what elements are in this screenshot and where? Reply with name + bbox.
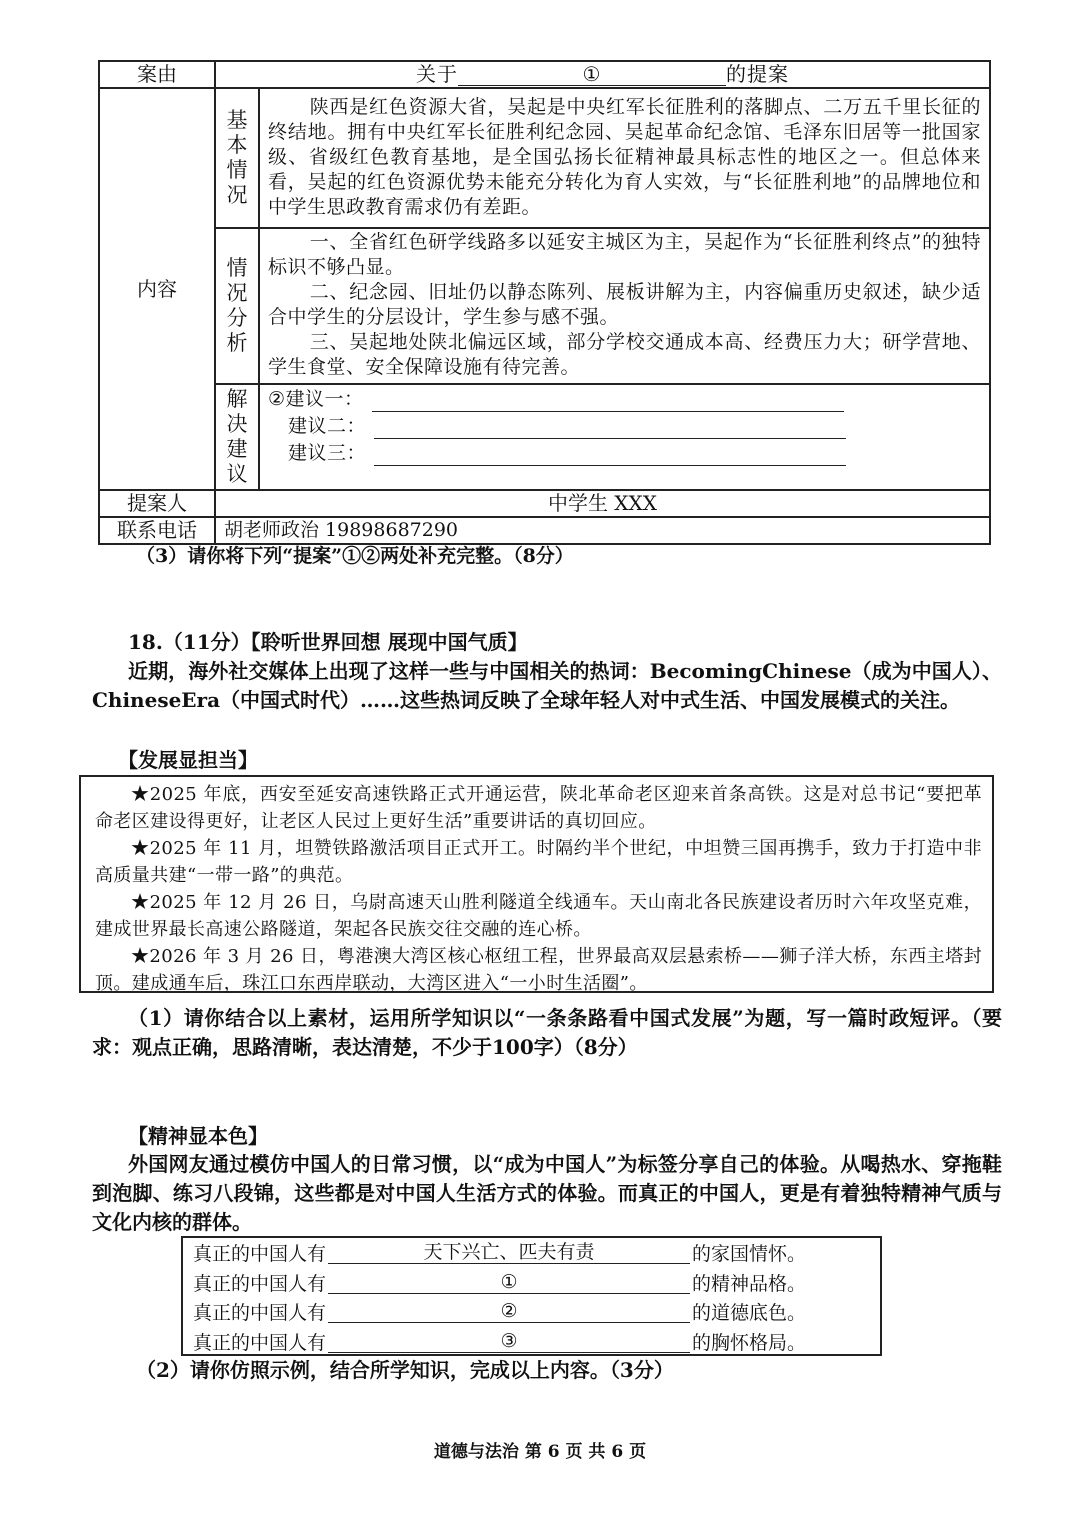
case-cell — [215, 61, 990, 88]
analysis-text — [259, 228, 990, 384]
suggestion-input-3[interactable] — [374, 447, 846, 466]
section-development-title: 【发展显担当】 — [118, 748, 258, 772]
fill-prefix: 真正的中国人有 — [193, 1331, 327, 1354]
suggestion-input-2[interactable] — [374, 420, 846, 439]
fill-blank-2[interactable]: ② — [328, 1300, 690, 1323]
page-footer: 道德与法治 第 6 页 共 6 页 — [433, 1442, 647, 1462]
suggestion-row-2 — [268, 412, 981, 439]
section-spirit-title: 【精神显本色】 — [128, 1124, 268, 1148]
analysis-item-2: 二、纪念园、旧址仍以静态陈列、展板讲解为主，内容偏重历史叙述，缺少适合中学生的分层设计，学生参与感不强。 — [268, 281, 981, 328]
analysis-item-3: 三、吴起地处陕北偏远区域，部分学校交通成本高、经费压力大；研学营地、学生食堂、安全保障设施有待完善。 — [268, 331, 981, 378]
fill-suffix: 的精神品格。 — [692, 1272, 807, 1295]
solution-mark: ② — [268, 388, 286, 410]
question-18-1: （1）请你结合以上素材，运用所学知识以“一条条路看中国式发展”为题，写一篇时政短评。（要求：观点正确，思路清晰，表达清楚，不少于100字）（8分） — [92, 1006, 1002, 1059]
fill-prefix: 真正的中国人有 — [193, 1302, 327, 1325]
case-suffix: 的提案 — [726, 62, 789, 86]
materials-box — [79, 775, 994, 993]
material-item: ★2025 年 12 月 26 日，乌尉高速天山胜利隧道全线通车。天山南北各民族建设者历时六年攻坚克难，建成世界最长高速公路隧道，架起各民族交往交融的连心桥。 — [95, 892, 982, 940]
phone-value: 胡老师政治 19898687290 — [215, 517, 990, 544]
question-18-intro: 近期，海外社交媒体上出现了这样一些与中国相关的热词：BecomingChinese（成为中国人）、ChineseEra（中国式时代）……这些热词反映了全球年轻人对中式生活、中国发展模式的关注。 — [92, 659, 1002, 712]
fill-suffix: 的胸怀格局。 — [692, 1331, 807, 1354]
question-18-heading: 18.（11分）【聆听世界回想 展现中国气质】 — [128, 630, 528, 654]
question-18-2: （2）请你仿照示例，结合所学知识，完成以上内容。（3分） — [136, 1358, 674, 1382]
suggestion-label-2: 建议二： — [288, 415, 367, 437]
suggestion-input-1[interactable] — [372, 393, 844, 412]
proposer-label: 提案人 — [99, 490, 215, 517]
fill-in-box — [181, 1236, 882, 1356]
fill-blank-3[interactable]: ③ — [328, 1330, 690, 1353]
suggestion-row-3 — [268, 439, 981, 466]
basic-situation-paragraph: 陕西是红色资源大省，吴起是中央红军长征胜利的落脚点、二万五千里长征的终结地。拥有中央红军长征胜利纪念园、吴起革命纪念馆、毛泽东旧居等一批国家级、省级红色教育基地，是全国弘扬长征精神最具标志性的地区之一。但总体来看，吴起的红色资源优势未能充分转化为育人实效，与“长征胜利地”的品牌地位和中学生思政教育需求仍有差距。 — [268, 95, 981, 218]
fill-suffix: 的道德底色。 — [692, 1302, 807, 1325]
fill-prefix: 真正的中国人有 — [193, 1272, 327, 1295]
question-18-intro-2: 外国网友通过模仿中国人的日常习惯，以“成为中国人”为标签分享自己的体验。从喝热水、穿拖鞋到泡脚、练习八段锦，这些都是对中国人生活方式的体验。而真正的中国人，更是有着独特精神气质与文化内核的群体。 — [92, 1152, 1002, 1234]
fill-row — [193, 1238, 880, 1268]
material-item: ★2025 年 11 月，坦赞铁路激活项目正式开工。时隔约半个世纪，中坦赞三国再携手，致力于打造中非高质量共建“一带一路”的典范。 — [95, 838, 982, 886]
solution-label: 解 决 建 议 — [215, 384, 259, 490]
case-label: 案由 — [99, 61, 215, 88]
analysis-item-1: 一、全省红色研学线路多以延安主城区为主，吴起作为“长征胜利终点”的独特标识不够凸显。 — [268, 231, 981, 278]
fill-row — [193, 1327, 880, 1357]
suggestion-row-1 — [268, 385, 981, 412]
fill-prefix: 真正的中国人有 — [193, 1243, 327, 1266]
fill-row — [193, 1268, 880, 1298]
basic-situation-text — [259, 88, 990, 228]
analysis-label: 情 况 分 析 — [215, 228, 259, 384]
material-item: ★2025 年底，西安至延安高速铁路正式开通运营，陕北革命老区迎来首条高铁。这是对总书记“要把革命老区建设得更好，让老区人民过上更好生活”重要讲话的真切回应。 — [95, 784, 982, 832]
suggestion-label-1: 建议一： — [285, 388, 364, 410]
case-blank[interactable]: ① — [458, 63, 726, 86]
solution-cell — [259, 384, 990, 490]
question-17-3: （3）请你将下列“提案”①②两处补充完整。（8分） — [136, 545, 574, 567]
basic-situation-label: 基 本 情 况 — [215, 88, 259, 228]
fill-blank-1[interactable]: ① — [328, 1271, 690, 1294]
material-item: ★2026 年 3 月 26 日，粤港澳大湾区核心枢纽工程，世界最高双层悬索桥——狮子洋大桥，东西主塔封顶。建成通车后，珠江口东西岸联动，大湾区进入“一小时生活圈”。 — [95, 946, 982, 994]
content-label: 内容 — [99, 88, 215, 490]
phone-label: 联系电话 — [99, 517, 215, 544]
fill-blank-example: 天下兴亡、匹夫有责 — [328, 1241, 690, 1264]
fill-row — [193, 1297, 880, 1327]
fill-suffix: 的家国情怀。 — [692, 1243, 807, 1266]
case-prefix: 关于 — [416, 62, 458, 86]
suggestion-label-3: 建议三： — [288, 442, 367, 464]
proposal-table — [98, 60, 991, 545]
proposer-value: 中学生 XXX — [215, 490, 990, 517]
